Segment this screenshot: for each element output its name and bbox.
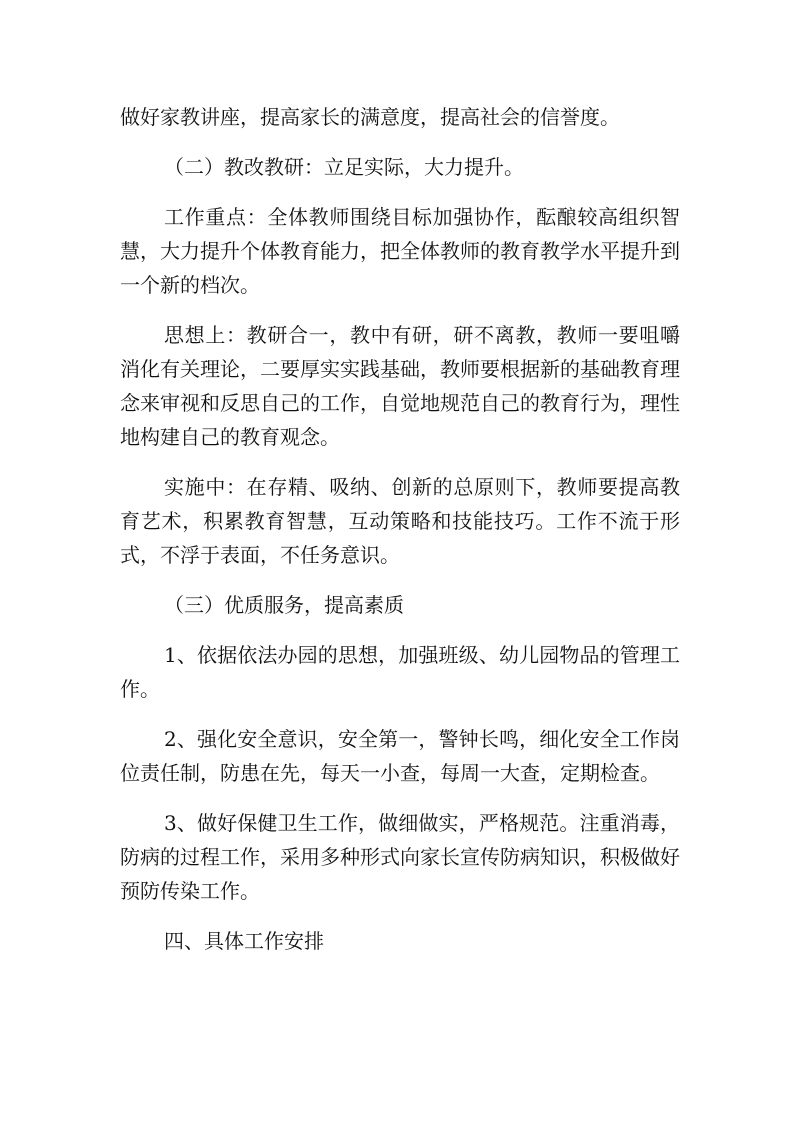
list-item-1: 1、依据依法办园的思想，加强班级、幼儿园物品的管理工作。 <box>120 643 680 701</box>
paragraph-work-focus: 工作重点：全体教师围绕目标加强协作，酝酿较高组织智慧，大力提升个体教育能力，把全体教师的教育教学水平提升到一个新的档次。 <box>120 205 680 297</box>
list-item-2: 2、强化安全意识，安全第一，警钟长鸣，细化安全工作岗位责任制，防患在先，每天一小查，每周一大查，定期检查。 <box>120 727 680 785</box>
paragraph-continuation: 做好家教讲座，提高家长的满意度，提高社会的信誉度。 <box>120 105 620 129</box>
section-heading-quality-service: （三）优质服务，提高素质 <box>164 593 404 617</box>
paragraph-implementation: 实施中：在存精、吸纳、创新的总原则下，教师要提高教育艺术，积累教育智慧，互动策略和技能技巧。工作不流于形式，不浮于表面，不任务意识。 <box>120 475 680 567</box>
document-body <box>120 100 680 974</box>
paragraph-ideology: 思想上：教研合一，教中有研，研不离教，教师一要咀嚼消化有关理论，二要厚实实践基础，教师要根据新的基础教育理念来审视和反思自己的工作，自觉地规范自己的教育行为，理性地构建自己的教育观念。 <box>120 323 680 449</box>
list-item-3: 3、做好保健卫生工作，做细做实，严格规范。注重消毒，防病的过程工作，采用多种形式向家长宣传防病知识，积极做好预防传染工作。 <box>120 811 680 903</box>
section-heading-teaching-research: （二）教改教研：立足实际，大力提升。 <box>164 155 524 179</box>
section-heading-work-schedule: 四、具体工作安排 <box>164 929 324 953</box>
